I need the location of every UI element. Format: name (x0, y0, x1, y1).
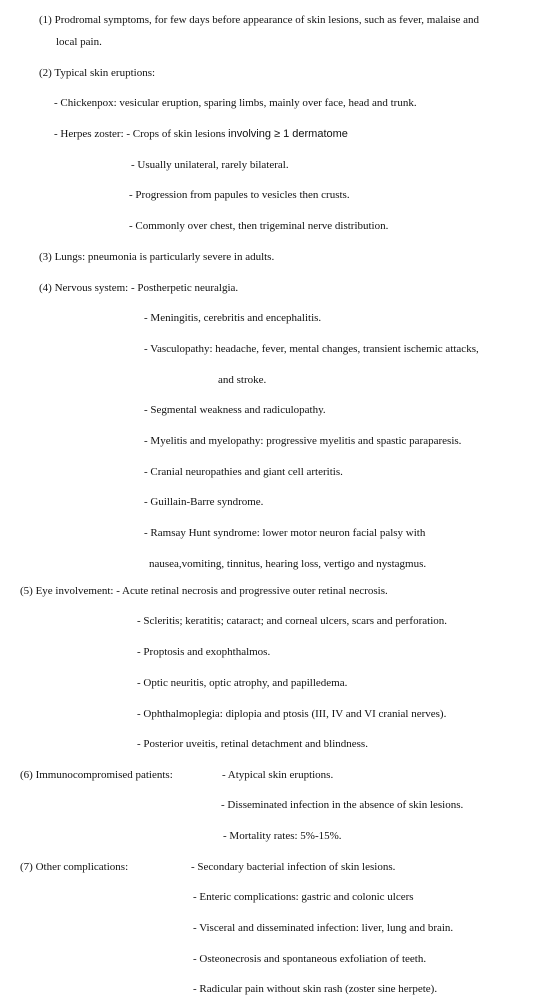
item-5-eye-involvement: (5) Eye involvement: - Acute retinal necrosis and progressive outer retinal necrosis. (20, 585, 388, 597)
item-4-nervous-system: (4) Nervous system: - Postherpetic neuralgia. (39, 282, 239, 294)
item-1-continuation: local pain. (56, 36, 102, 48)
eye-optic-neuritis: - Optic neuritis, optic atrophy, and papilledema. (137, 677, 348, 689)
other-visceral: - Visceral and disseminated infection: liver, lung and brain. (193, 922, 454, 934)
nervous-vasculopathy-cont: and stroke. (218, 374, 267, 386)
herpes-zoster-text: - Herpes zoster: - Crops of skin lesions (54, 128, 229, 140)
nervous-cranial-neuropathies: - Cranial neuropathies and giant cell arteritis. (144, 466, 343, 478)
item-2-herpes-zoster (54, 127, 348, 141)
item-7-other-complications: (7) Other complications: (20, 861, 129, 873)
item-1-prodromal: (1) Prodromal symptoms, for few days before appearance of skin lesions, such as fever, malaise and (39, 14, 480, 26)
nervous-myelitis: - Myelitis and myelopathy: progressive myelitis and spastic paraparesis. (144, 435, 462, 447)
herpes-zoster-unilateral: - Usually unilateral, rarely bilateral. (131, 159, 289, 171)
eye-scleritis: - Scleritis; keratitis; cataract; and corneal ulcers, scars and perforation. (137, 615, 448, 627)
nervous-ramsay-hunt: - Ramsay Hunt syndrome: lower motor neuron facial palsy with (144, 527, 426, 539)
other-radicular-pain: - Radicular pain without skin rash (zoster sine herpete). (193, 983, 438, 995)
nervous-meningitis: - Meningitis, cerebritis and encephalitis. (144, 312, 322, 324)
item-2-chickenpox: - Chickenpox: vesicular eruption, sparing limbs, mainly over face, head and trunk. (54, 97, 417, 109)
other-bacterial-infection: - Secondary bacterial infection of skin lesions. (191, 861, 396, 873)
nervous-segmental-weakness: - Segmental weakness and radiculopathy. (144, 404, 326, 416)
nervous-vasculopathy: - Vasculopathy: headache, fever, mental changes, transient ischemic attacks, (144, 343, 479, 355)
item-3-lungs: (3) Lungs: pneumonia is particularly severe in adults. (39, 251, 275, 263)
eye-posterior-uveitis: - Posterior uveitis, retinal detachment and blindness. (137, 738, 368, 750)
immuno-atypical-eruptions: - Atypical skin eruptions. (222, 769, 334, 781)
immuno-mortality: - Mortality rates: 5%-15%. (223, 830, 342, 842)
dermatome-text: involving ≥ 1 dermatome (228, 128, 348, 140)
herpes-zoster-progression: - Progression from papules to vesicles then crusts. (129, 189, 350, 201)
item-6-immunocompromised: (6) Immunocompromised patients: (20, 769, 173, 781)
item-2-heading: (2) Typical skin eruptions: (39, 67, 156, 79)
nervous-ramsay-hunt-cont: nausea,vomiting, tinnitus, hearing loss, vertigo and nystagmus. (149, 558, 427, 570)
eye-ophthalmoplegia: - Ophthalmoplegia: diplopia and ptosis (III, IV and VI cranial nerves). (137, 708, 447, 720)
herpes-zoster-distribution: - Commonly over chest, then trigeminal nerve distribution. (129, 220, 389, 232)
other-enteric: - Enteric complications: gastric and colonic ulcers (193, 891, 414, 903)
other-osteonecrosis: - Osteonecrosis and spontaneous exfoliation of teeth. (193, 953, 427, 965)
eye-proptosis: - Proptosis and exophthalmos. (137, 646, 271, 658)
immuno-disseminated: - Disseminated infection in the absence of skin lesions. (221, 799, 464, 811)
nervous-guillain-barre: - Guillain-Barre syndrome. (144, 496, 264, 508)
